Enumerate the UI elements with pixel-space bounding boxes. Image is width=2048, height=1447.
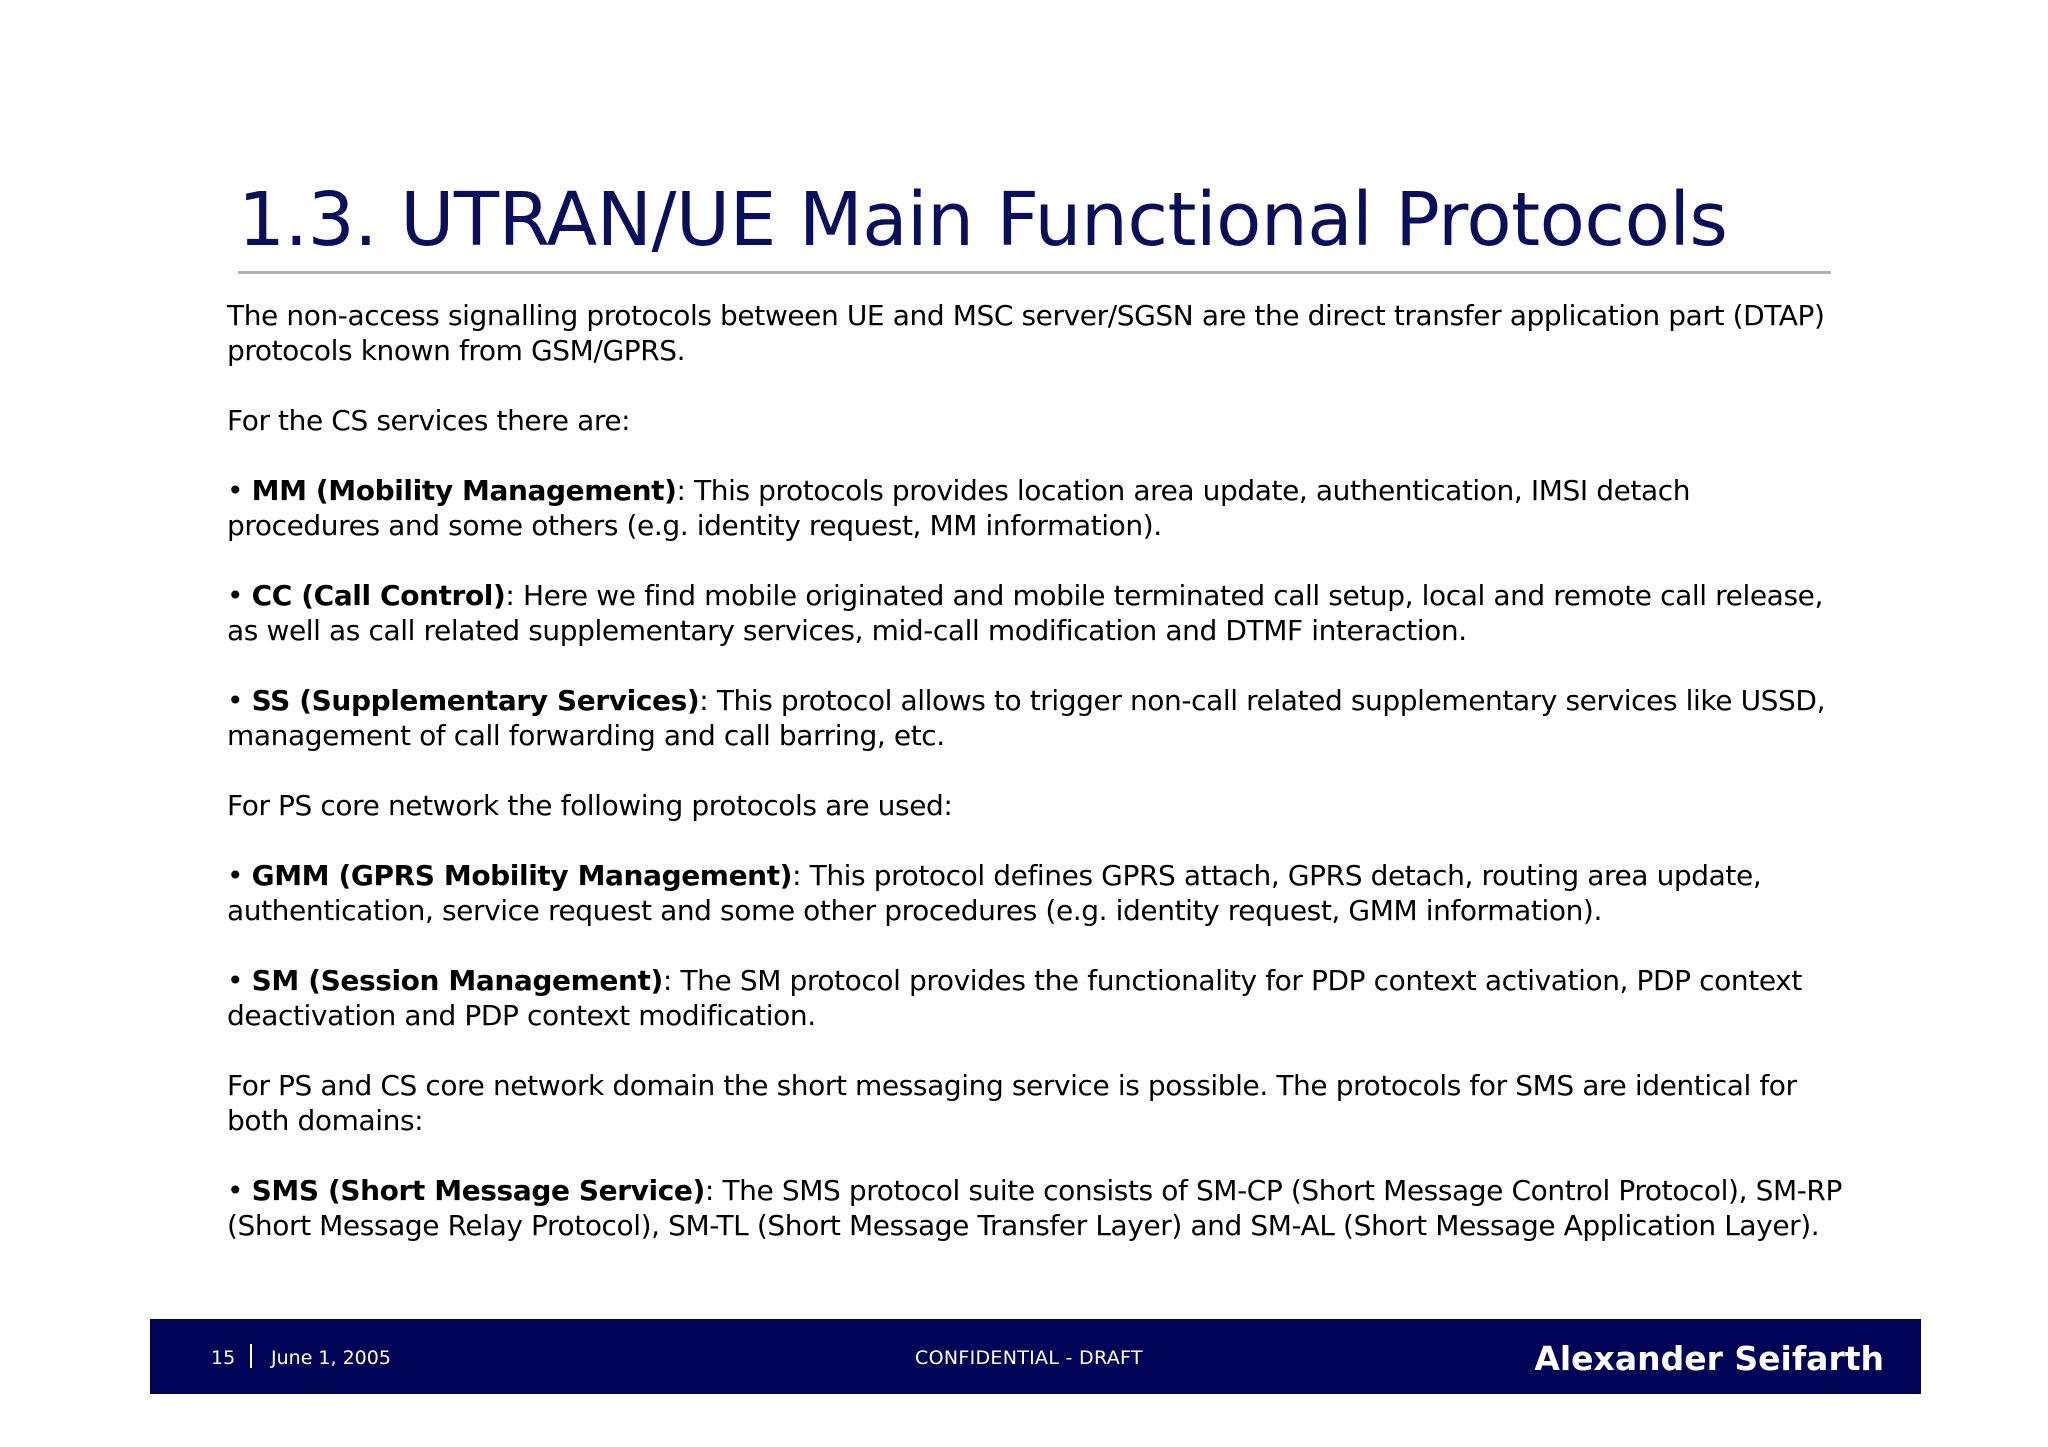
footer-bar bbox=[150, 1319, 1921, 1394]
bullet-mm bbox=[227, 473, 1847, 543]
bullet-ss bbox=[227, 683, 1847, 753]
bullet-term: CC (Call Control) bbox=[251, 579, 506, 612]
bullet-text: : This protocols provides location area update, authentication, IMSI detach procedures and some others (e.g. identity request, MM information). bbox=[227, 474, 1691, 542]
bullet-term: GMM (GPRS Mobility Management) bbox=[251, 859, 793, 892]
sms-domains-paragraph bbox=[227, 1068, 1847, 1138]
slide-title: 1.3. UTRAN/UE Main Functional Protocols bbox=[238, 177, 1728, 263]
bullet-term: SS (Supplementary Services) bbox=[251, 684, 700, 717]
cs-services-heading bbox=[227, 403, 1847, 438]
slide-body bbox=[227, 298, 1847, 1243]
author-name: Alexander Seifarth bbox=[1534, 1339, 1884, 1378]
bullet-marker: • bbox=[227, 474, 252, 507]
confidentiality-label: CONFIDENTIAL - DRAFT bbox=[915, 1347, 1143, 1369]
bullet-marker: • bbox=[227, 964, 252, 997]
bullet-term: MM (Mobility Management) bbox=[251, 474, 677, 507]
page-number: 15 bbox=[211, 1347, 236, 1369]
bullet-sms bbox=[227, 1173, 1847, 1243]
bullet-sm bbox=[227, 963, 1847, 1033]
bullet-text: : The SMS protocol suite consists of SM-CP (Short Message Control Protocol), SM-RP (Short Message Relay Protocol), SM-TL (Short Message Transfer Layer) and SM-AL (Short Message Application Layer). bbox=[227, 1174, 1842, 1242]
bullet-cc bbox=[227, 578, 1847, 648]
bullet-term: SMS (Short Message Service) bbox=[251, 1174, 705, 1207]
bullet-text: : This protocol allows to trigger non-call related supplementary services like USSD, management of call forwarding and call barring, etc. bbox=[227, 684, 1826, 752]
title-divider bbox=[238, 271, 1831, 274]
footer-date: June 1, 2005 bbox=[271, 1347, 391, 1369]
bullet-term: SM (Session Management) bbox=[251, 964, 663, 997]
ps-protocols-heading bbox=[227, 788, 1847, 823]
footer-separator bbox=[250, 1344, 252, 1368]
paragraph-text: For PS core network the following protocols are used: bbox=[227, 789, 953, 822]
intro-paragraph bbox=[227, 298, 1847, 368]
bullet-marker: • bbox=[227, 859, 252, 892]
bullet-marker: • bbox=[227, 579, 252, 612]
bullet-marker: • bbox=[227, 1174, 252, 1207]
paragraph-text: For PS and CS core network domain the short messaging service is possible. The protocols for SMS are identical for both domains: bbox=[227, 1069, 1797, 1137]
bullet-text: : Here we find mobile originated and mobile terminated call setup, local and remote call release, as well as call related supplementary services, mid-call modification and DTMF interaction. bbox=[227, 579, 1823, 647]
bullet-text: : This protocol defines GPRS attach, GPRS detach, routing area update, authentication, service request and some other procedures (e.g. identity request, GMM information). bbox=[227, 859, 1762, 927]
paragraph-text: The non-access signalling protocols between UE and MSC server/SGSN are the direct transfer application part (DTAP) protocols known from GSM/GPRS. bbox=[227, 299, 1825, 367]
bullet-text: : The SM protocol provides the functionality for PDP context activation, PDP context deactivation and PDP context modification. bbox=[227, 964, 1802, 1032]
bullet-marker: • bbox=[227, 684, 252, 717]
bullet-gmm bbox=[227, 858, 1847, 928]
paragraph-text: For the CS services there are: bbox=[227, 404, 631, 437]
